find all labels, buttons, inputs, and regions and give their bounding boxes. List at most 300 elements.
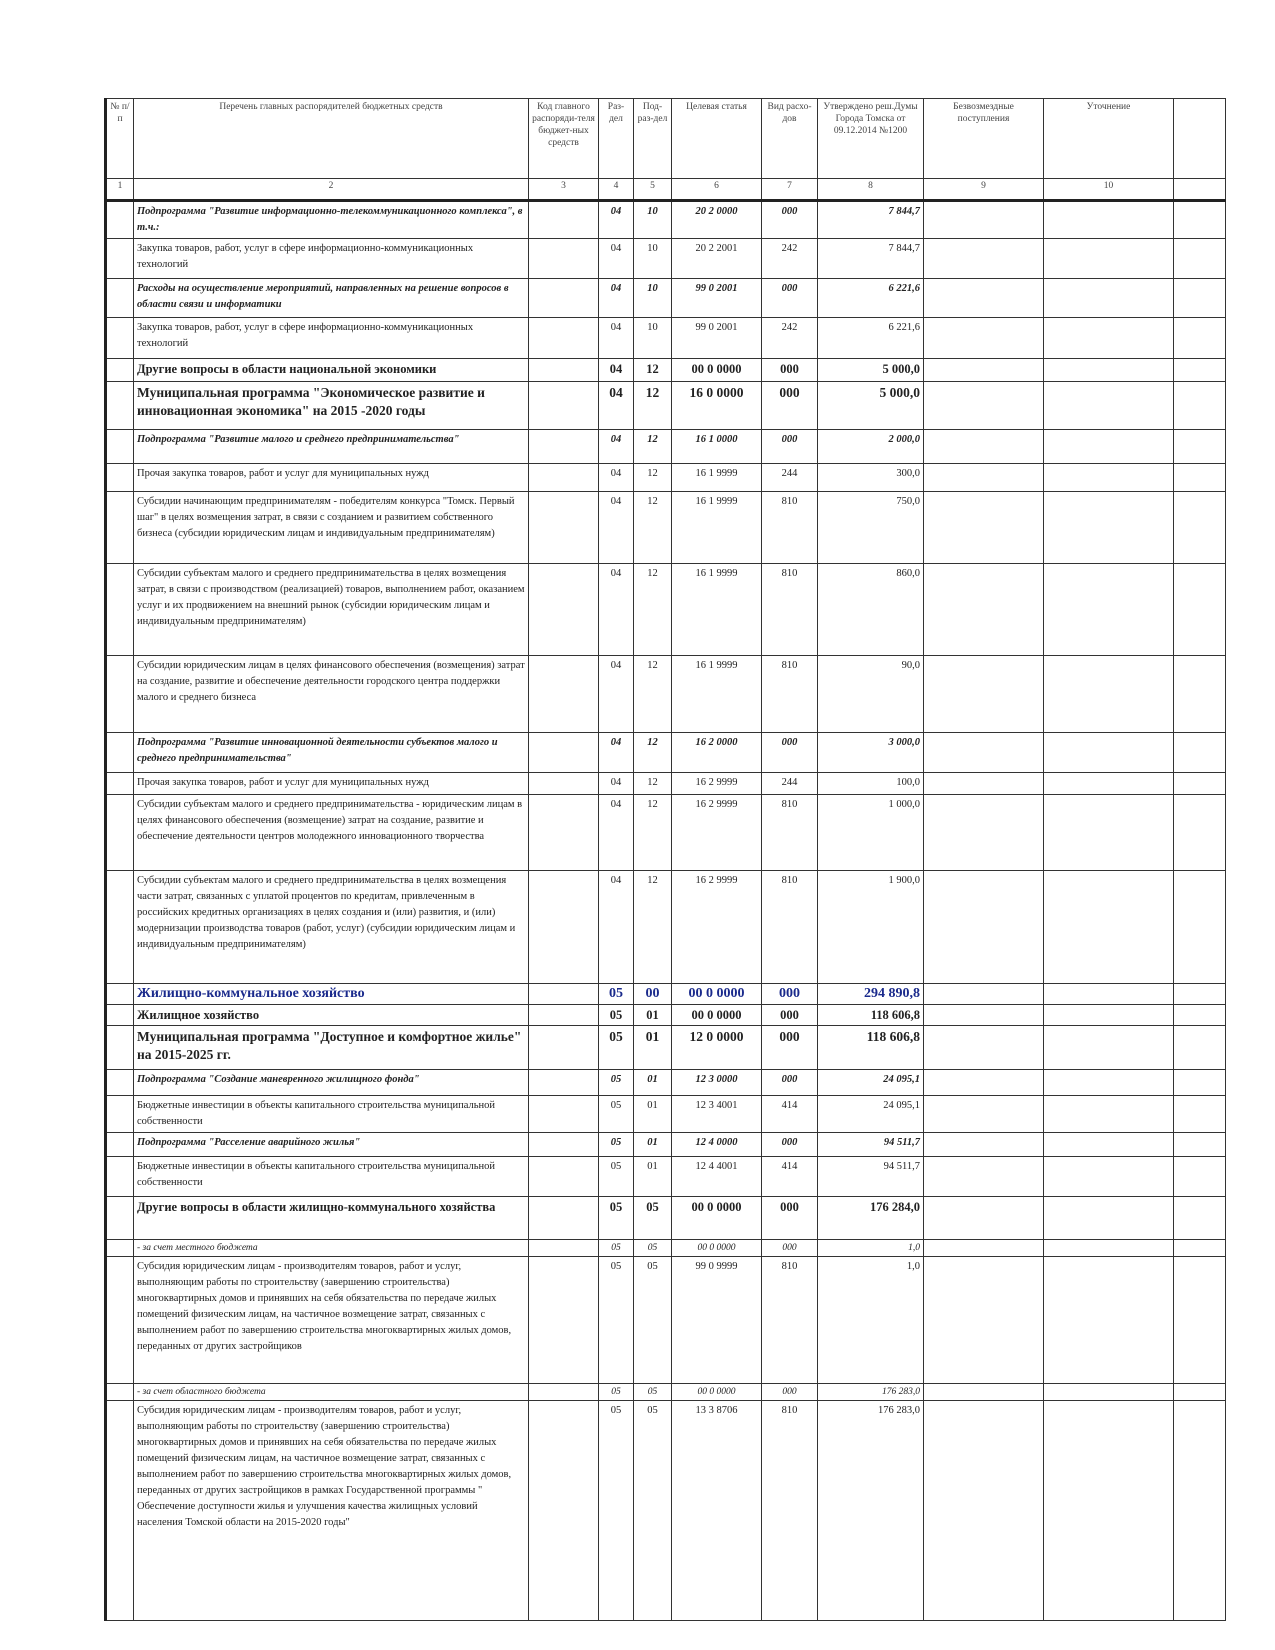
row-adjustment [1044, 656, 1174, 733]
row-code [529, 239, 599, 279]
row-razdel: 05 [599, 984, 634, 1005]
row-amount: 118 606,8 [818, 1026, 924, 1070]
row-grants [924, 1240, 1044, 1257]
row-expense-type: 000 [762, 1070, 818, 1096]
row-expense-type: 244 [762, 773, 818, 795]
column-header: Уточнение [1044, 99, 1174, 179]
row-target: 12 4 4001 [672, 1157, 762, 1197]
row-expense-type: 810 [762, 492, 818, 564]
column-number: 2 [134, 179, 529, 201]
row-expense-type: 000 [762, 984, 818, 1005]
column-number: 4 [599, 179, 634, 201]
row-adjustment [1044, 359, 1174, 382]
row-expense-type: 000 [762, 430, 818, 464]
row-extra [1174, 733, 1226, 773]
row-adjustment [1044, 1240, 1174, 1257]
row-razdel: 04 [599, 733, 634, 773]
row-name: Жилищное хозяйство [134, 1005, 529, 1026]
row-razdel: 04 [599, 464, 634, 492]
row-adjustment [1044, 1026, 1174, 1070]
row-name: Бюджетные инвестиции в объекты капитального строительства муниципальной собственности [134, 1096, 529, 1133]
row-adjustment [1044, 1257, 1174, 1384]
row-extra [1174, 795, 1226, 871]
column-header: Под-раз-дел [634, 99, 672, 179]
row-amount: 6 221,6 [818, 279, 924, 318]
column-header: Вид расхо-дов [762, 99, 818, 179]
row-code [529, 201, 599, 239]
table-row [106, 656, 1226, 733]
row-number [106, 464, 134, 492]
row-target: 00 0 0000 [672, 984, 762, 1005]
row-expense-type: 242 [762, 318, 818, 359]
table-row [106, 564, 1226, 656]
row-razdel: 04 [599, 795, 634, 871]
row-razdel: 04 [599, 871, 634, 984]
row-code [529, 279, 599, 318]
table-row [106, 1070, 1226, 1096]
row-amount: 2 000,0 [818, 430, 924, 464]
row-razdel: 05 [599, 1157, 634, 1197]
column-number: 10 [1044, 179, 1174, 201]
table-row [106, 1240, 1226, 1257]
row-name: Субсидии субъектам малого и среднего предпринимательства - юридическим лицам в целях финансового обеспечения (возмещение) затрат на создание, развитие и обеспечение деятельности центров молодежного инновационного творчества [134, 795, 529, 871]
row-code [529, 1133, 599, 1157]
table-row [106, 795, 1226, 871]
row-code [529, 795, 599, 871]
row-grants [924, 1133, 1044, 1157]
row-extra [1174, 1197, 1226, 1240]
table-row [106, 318, 1226, 359]
row-name: Расходы на осуществление мероприятий, направленных на решение вопросов в области связи и информатики [134, 279, 529, 318]
row-number [106, 1401, 134, 1621]
row-extra [1174, 464, 1226, 492]
row-grants [924, 1005, 1044, 1026]
row-code [529, 318, 599, 359]
row-target: 12 0 0000 [672, 1026, 762, 1070]
row-extra [1174, 1026, 1226, 1070]
row-name: Муниципальная программа "Экономическое развитие и инновационная экономика" на 2015 -2020 годы [134, 382, 529, 430]
row-expense-type: 414 [762, 1096, 818, 1133]
row-target: 99 0 2001 [672, 279, 762, 318]
row-code [529, 359, 599, 382]
row-amount: 24 095,1 [818, 1070, 924, 1096]
row-number [106, 1070, 134, 1096]
row-target: 16 1 9999 [672, 492, 762, 564]
row-adjustment [1044, 239, 1174, 279]
row-expense-type: 000 [762, 279, 818, 318]
row-code [529, 773, 599, 795]
table-body [106, 201, 1226, 1621]
row-amount: 300,0 [818, 464, 924, 492]
table-row [106, 773, 1226, 795]
row-extra [1174, 1257, 1226, 1384]
row-name: Прочая закупка товаров, работ и услуг для муниципальных нужд [134, 464, 529, 492]
row-expense-type: 000 [762, 1133, 818, 1157]
row-grants [924, 279, 1044, 318]
column-header: Безвозмездные поступления [924, 99, 1044, 179]
table-row [106, 1401, 1226, 1621]
row-target: 16 2 9999 [672, 871, 762, 984]
row-name: Закупка товаров, работ, услуг в сфере информационно-коммуникационных технологий [134, 318, 529, 359]
row-grants [924, 795, 1044, 871]
row-number [106, 773, 134, 795]
row-amount: 7 844,7 [818, 239, 924, 279]
row-podrazdel: 05 [634, 1197, 672, 1240]
row-podrazdel: 05 [634, 1384, 672, 1401]
row-extra [1174, 871, 1226, 984]
row-grants [924, 382, 1044, 430]
column-number: 7 [762, 179, 818, 201]
row-amount: 294 890,8 [818, 984, 924, 1005]
row-podrazdel: 12 [634, 359, 672, 382]
row-target: 00 0 0000 [672, 1197, 762, 1240]
column-header: Перечень главных распорядителей бюджетных средств [134, 99, 529, 179]
row-grants [924, 773, 1044, 795]
row-name: Бюджетные инвестиции в объекты капитального строительства муниципальной собственности [134, 1157, 529, 1197]
table-row [106, 1384, 1226, 1401]
row-target: 16 1 0000 [672, 430, 762, 464]
row-number [106, 359, 134, 382]
row-razdel: 04 [599, 318, 634, 359]
table-row [106, 239, 1226, 279]
row-amount: 118 606,8 [818, 1005, 924, 1026]
row-extra [1174, 492, 1226, 564]
row-number [106, 1133, 134, 1157]
row-name: Муниципальная программа "Доступное и комфортное жилье" на 2015-2025 гг. [134, 1026, 529, 1070]
row-adjustment [1044, 1005, 1174, 1026]
row-number [106, 656, 134, 733]
row-target: 16 2 9999 [672, 795, 762, 871]
row-grants [924, 1026, 1044, 1070]
row-podrazdel: 10 [634, 201, 672, 239]
row-number [106, 279, 134, 318]
row-target: 00 0 0000 [672, 359, 762, 382]
row-expense-type: 000 [762, 382, 818, 430]
row-razdel: 05 [599, 1133, 634, 1157]
row-podrazdel: 12 [634, 464, 672, 492]
row-podrazdel: 12 [634, 871, 672, 984]
row-adjustment [1044, 1133, 1174, 1157]
row-grants [924, 1257, 1044, 1384]
row-extra [1174, 1384, 1226, 1401]
row-adjustment [1044, 795, 1174, 871]
row-amount: 5 000,0 [818, 382, 924, 430]
row-expense-type: 000 [762, 201, 818, 239]
row-adjustment [1044, 1384, 1174, 1401]
row-adjustment [1044, 279, 1174, 318]
row-code [529, 430, 599, 464]
row-grants [924, 984, 1044, 1005]
column-header: Код главного распоряди-теля бюджет-ных средств [529, 99, 599, 179]
row-expense-type: 242 [762, 239, 818, 279]
table-row [106, 279, 1226, 318]
row-target: 12 3 0000 [672, 1070, 762, 1096]
table-row [106, 464, 1226, 492]
row-expense-type: 000 [762, 1005, 818, 1026]
row-target: 16 1 9999 [672, 656, 762, 733]
row-podrazdel: 10 [634, 279, 672, 318]
row-grants [924, 1096, 1044, 1133]
table-row [106, 1157, 1226, 1197]
row-grants [924, 318, 1044, 359]
row-target: 99 0 2001 [672, 318, 762, 359]
column-number: 1 [106, 179, 134, 201]
row-name: Подпрограмма "Развитие инновационной деятельности субъектов малого и среднего предпринимательства" [134, 733, 529, 773]
row-podrazdel: 01 [634, 1157, 672, 1197]
row-razdel: 05 [599, 1197, 634, 1240]
row-number [106, 733, 134, 773]
row-amount: 860,0 [818, 564, 924, 656]
row-code [529, 733, 599, 773]
row-razdel: 04 [599, 492, 634, 564]
table-row [106, 1005, 1226, 1026]
column-header: Целевая статья [672, 99, 762, 179]
row-podrazdel: 12 [634, 733, 672, 773]
table-row [106, 984, 1226, 1005]
row-number [106, 492, 134, 564]
row-grants [924, 1197, 1044, 1240]
row-adjustment [1044, 318, 1174, 359]
row-expense-type: 000 [762, 1384, 818, 1401]
table-row [106, 382, 1226, 430]
row-expense-type: 810 [762, 564, 818, 656]
table-row [106, 871, 1226, 984]
row-code [529, 871, 599, 984]
row-razdel: 05 [599, 1384, 634, 1401]
row-podrazdel: 05 [634, 1240, 672, 1257]
table-row [106, 359, 1226, 382]
row-extra [1174, 1157, 1226, 1197]
row-podrazdel: 12 [634, 430, 672, 464]
row-name: Жилищно-коммунальное хозяйство [134, 984, 529, 1005]
row-target: 12 3 4001 [672, 1096, 762, 1133]
row-podrazdel: 10 [634, 239, 672, 279]
row-grants [924, 1384, 1044, 1401]
row-amount: 5 000,0 [818, 359, 924, 382]
row-podrazdel: 05 [634, 1257, 672, 1384]
column-header: Раз-дел [599, 99, 634, 179]
row-extra [1174, 1005, 1226, 1026]
row-name: Другие вопросы в области жилищно-коммунального хозяйства [134, 1197, 529, 1240]
row-extra [1174, 382, 1226, 430]
row-razdel: 04 [599, 201, 634, 239]
column-number [1174, 179, 1226, 201]
row-name: Закупка товаров, работ, услуг в сфере информационно-коммуникационных технологий [134, 239, 529, 279]
row-extra [1174, 201, 1226, 239]
row-name: Субсидия юридическим лицам - производителям товаров, работ и услуг, выполняющим работы по строительству (завершению строительства) многоквартирных домов и принявших на себя обязательства по передаче жилых помещений физическим лицам, на частичное возмещение затрат, связанных с выполнением работ по завершению строительства многоквартирных жилых домов, переданных от других застройщиков [134, 1257, 529, 1384]
row-number [106, 201, 134, 239]
row-expense-type: 000 [762, 359, 818, 382]
row-extra [1174, 430, 1226, 464]
table-row [106, 1026, 1226, 1070]
row-extra [1174, 984, 1226, 1005]
row-adjustment [1044, 464, 1174, 492]
row-grants [924, 1401, 1044, 1621]
row-podrazdel: 01 [634, 1096, 672, 1133]
row-code [529, 1096, 599, 1133]
row-target: 20 2 0000 [672, 201, 762, 239]
row-expense-type: 000 [762, 733, 818, 773]
row-razdel: 04 [599, 279, 634, 318]
row-amount: 7 844,7 [818, 201, 924, 239]
row-adjustment [1044, 773, 1174, 795]
row-razdel: 05 [599, 1026, 634, 1070]
row-code [529, 1026, 599, 1070]
row-number [106, 795, 134, 871]
row-razdel: 05 [599, 1096, 634, 1133]
row-name: Прочая закупка товаров, работ и услуг для муниципальных нужд [134, 773, 529, 795]
row-razdel: 05 [599, 1005, 634, 1026]
row-target: 16 0 0000 [672, 382, 762, 430]
row-razdel: 04 [599, 239, 634, 279]
row-number [106, 1240, 134, 1257]
row-target: 12 4 0000 [672, 1133, 762, 1157]
row-adjustment [1044, 1070, 1174, 1096]
row-number [106, 984, 134, 1005]
row-podrazdel: 05 [634, 1401, 672, 1621]
row-grants [924, 492, 1044, 564]
row-razdel: 04 [599, 382, 634, 430]
row-grants [924, 464, 1044, 492]
row-podrazdel: 01 [634, 1005, 672, 1026]
row-adjustment [1044, 1197, 1174, 1240]
row-code [529, 382, 599, 430]
row-razdel: 04 [599, 430, 634, 464]
row-podrazdel: 01 [634, 1026, 672, 1070]
row-name: - за счет местного бюджета [134, 1240, 529, 1257]
row-name: Подпрограмма "Расселение аварийного жилья" [134, 1133, 529, 1157]
row-extra [1174, 1070, 1226, 1096]
row-number [106, 871, 134, 984]
row-name: Субсидии субъектам малого и среднего предпринимательства в целях возмещения части затрат, связанных с уплатой процентов по кредитам, привлеченным в российских кредитных организациях в целях создания и (или) развития, и (или) модернизации производства товаров (работ, услуг) (субсидии юридическим лицам и индивидуальным предпринимателям) [134, 871, 529, 984]
row-podrazdel: 12 [634, 656, 672, 733]
row-number [106, 1257, 134, 1384]
row-adjustment [1044, 733, 1174, 773]
row-adjustment [1044, 984, 1174, 1005]
row-number [106, 239, 134, 279]
column-header [1174, 99, 1226, 179]
row-target: 16 2 9999 [672, 773, 762, 795]
row-grants [924, 733, 1044, 773]
row-grants [924, 1157, 1044, 1197]
row-podrazdel: 01 [634, 1070, 672, 1096]
row-amount: 176 284,0 [818, 1197, 924, 1240]
row-name: Субсидии юридическим лицам в целях финансового обеспечения (возмещения) затрат на создание, развитие и обеспечение деятельности городского центра поддержки малого и среднего бизнеса [134, 656, 529, 733]
row-extra [1174, 1240, 1226, 1257]
row-code [529, 984, 599, 1005]
column-number: 5 [634, 179, 672, 201]
column-number: 9 [924, 179, 1044, 201]
row-name: Подпрограмма "Развитие информационно-телекоммуникационного комплекса", в т.ч.: [134, 201, 529, 239]
row-adjustment [1044, 871, 1174, 984]
row-extra [1174, 1133, 1226, 1157]
column-number: 8 [818, 179, 924, 201]
row-expense-type: 810 [762, 871, 818, 984]
row-number [106, 1197, 134, 1240]
row-target: 16 2 0000 [672, 733, 762, 773]
row-amount: 94 511,7 [818, 1133, 924, 1157]
row-target: 00 0 0000 [672, 1005, 762, 1026]
row-razdel: 04 [599, 773, 634, 795]
row-number [106, 1384, 134, 1401]
row-razdel: 05 [599, 1401, 634, 1621]
row-target: 00 0 0000 [672, 1384, 762, 1401]
row-name: Субсидии субъектам малого и среднего предпринимательства в целях возмещения затрат, в связи с производством (реализацией) товаров, выполнением работ, оказанием услуг и их продвижением на внешний рынок (субсидии юридическим лицам и индивидуальным предпринимателям) [134, 564, 529, 656]
row-code [529, 1257, 599, 1384]
row-extra [1174, 318, 1226, 359]
row-code [529, 656, 599, 733]
row-amount: 750,0 [818, 492, 924, 564]
row-code [529, 1157, 599, 1197]
row-grants [924, 201, 1044, 239]
row-razdel: 05 [599, 1070, 634, 1096]
row-target: 99 0 9999 [672, 1257, 762, 1384]
budget-table [104, 98, 1226, 1621]
row-target: 13 3 8706 [672, 1401, 762, 1621]
row-amount: 90,0 [818, 656, 924, 733]
row-amount: 94 511,7 [818, 1157, 924, 1197]
row-number [106, 1005, 134, 1026]
row-grants [924, 1070, 1044, 1096]
row-razdel: 05 [599, 1257, 634, 1384]
row-extra [1174, 1096, 1226, 1133]
row-number [106, 1157, 134, 1197]
row-target: 16 1 9999 [672, 564, 762, 656]
table-row [106, 201, 1226, 239]
row-code [529, 1197, 599, 1240]
row-extra [1174, 239, 1226, 279]
row-adjustment [1044, 430, 1174, 464]
row-adjustment [1044, 382, 1174, 430]
row-expense-type: 000 [762, 1240, 818, 1257]
table-row [106, 1133, 1226, 1157]
row-amount: 176 283,0 [818, 1401, 924, 1621]
row-name: Подпрограмма "Создание маневренного жилищного фонда" [134, 1070, 529, 1096]
column-number: 6 [672, 179, 762, 201]
row-name: Субсидии начинающим предпринимателям - победителям конкурса "Томск. Первый шаг" в целях возмещения затрат, в связи с созданием и развитием собственного бизнеса (субсидии юридическим лицам и индивидуальным предпринимателям) [134, 492, 529, 564]
row-extra [1174, 359, 1226, 382]
table-row [106, 492, 1226, 564]
row-code [529, 1005, 599, 1026]
row-code [529, 464, 599, 492]
row-podrazdel: 00 [634, 984, 672, 1005]
row-number [106, 430, 134, 464]
row-podrazdel: 12 [634, 564, 672, 656]
row-expense-type: 810 [762, 1401, 818, 1621]
row-target: 00 0 0000 [672, 1240, 762, 1257]
row-number [106, 564, 134, 656]
row-adjustment [1044, 1157, 1174, 1197]
row-amount: 1,0 [818, 1240, 924, 1257]
row-number [106, 1096, 134, 1133]
row-code [529, 492, 599, 564]
row-razdel: 04 [599, 359, 634, 382]
row-adjustment [1044, 492, 1174, 564]
row-grants [924, 430, 1044, 464]
row-grants [924, 564, 1044, 656]
row-name: - за счет областного бюджета [134, 1384, 529, 1401]
table-row [106, 430, 1226, 464]
row-name: Субсидия юридическим лицам - производителям товаров, работ и услуг, выполняющим работы по строительству (завершению строительства) многоквартирных домов и принявших на себя обязательства по передаче жилых помещений физическим лицам, на частичное возмещение затрат, связанных с выполнением работ по завершению строительства многоквартирных жилых домов, переданных от других застройщиков в рамках Государственной программы " Обеспечение доступности жилья и улучшения качества жилищных условий населения Томской области на 2015-2020 годы" [134, 1401, 529, 1621]
row-amount: 6 221,6 [818, 318, 924, 359]
row-amount: 176 283,0 [818, 1384, 924, 1401]
row-grants [924, 871, 1044, 984]
column-header: Утверждено реш.Думы Города Томска от 09.12.2014 №1200 [818, 99, 924, 179]
column-header: № п/п [106, 99, 134, 179]
row-razdel: 04 [599, 656, 634, 733]
row-number [106, 382, 134, 430]
row-podrazdel: 01 [634, 1133, 672, 1157]
